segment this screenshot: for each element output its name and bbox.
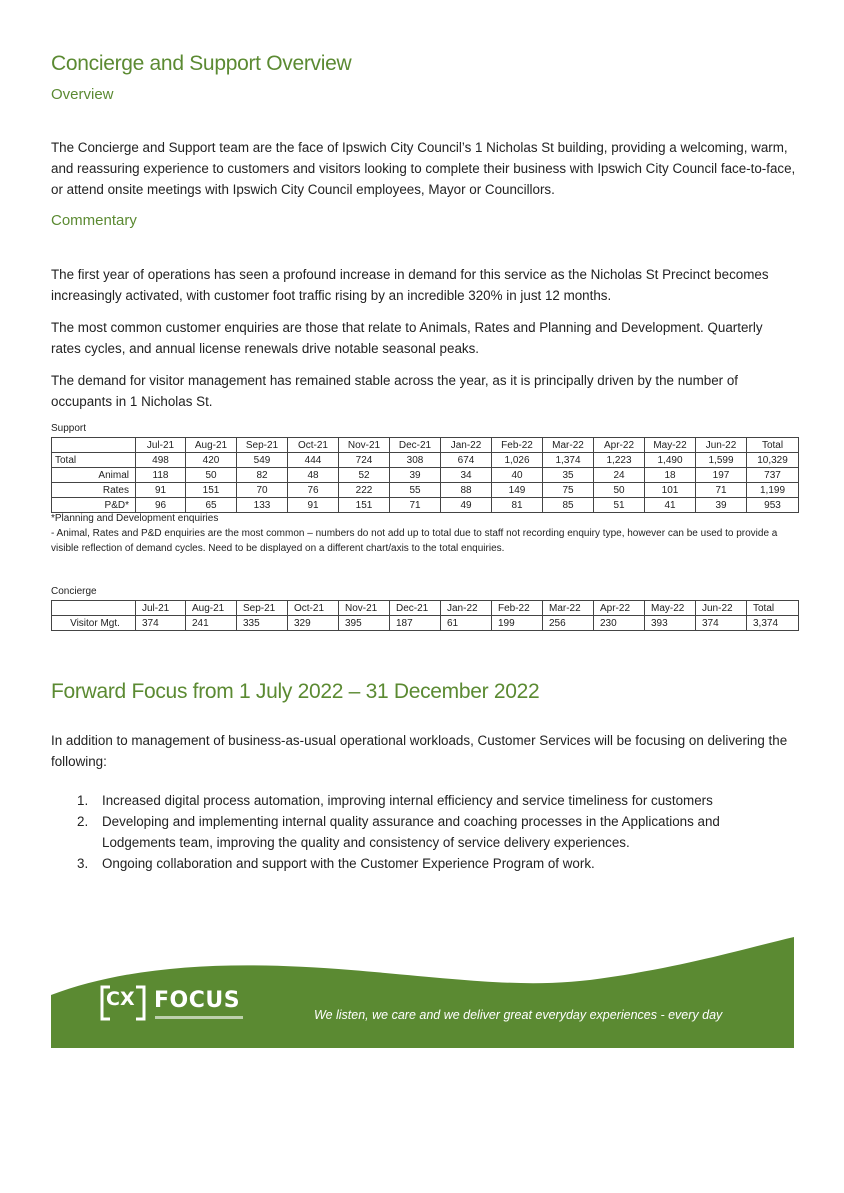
forward-focus-intro: In addition to management of business-as-usual operational workloads, Customer Services will be focusing on delivering the following: bbox=[51, 733, 788, 769]
column-header: Jan-22 bbox=[441, 601, 492, 616]
table-cell: 1,199 bbox=[747, 483, 799, 498]
commentary-paragraph-2: The most common customer enquiries are those that relate to Animals, Rates and Planning and Development. Quarterly rates cycles, and annual license renewals drive notable seasonal peaks. bbox=[51, 320, 763, 356]
table-cell: 1,490 bbox=[645, 453, 696, 468]
column-header: Oct-21 bbox=[288, 438, 339, 453]
logo-cx-text: CX bbox=[106, 988, 135, 1010]
forward-focus-list bbox=[51, 790, 796, 874]
table-row bbox=[52, 453, 799, 468]
column-header: Mar-22 bbox=[543, 601, 594, 616]
table-cell: 41 bbox=[645, 498, 696, 513]
table-cell: 308 bbox=[390, 453, 441, 468]
table-cell: 71 bbox=[390, 498, 441, 513]
overview-text: The Concierge and Support team are the face of Ipswich City Council’s 1 Nicholas St building, providing a welcoming, warm, and reassuring experience to customers and visitors looking to complete their business with Ipswich City Council face-to-face, or attend onsite meetings with Ipswich City Council employees, Mayor or Councillors. bbox=[51, 140, 796, 197]
table-cell: 393 bbox=[645, 616, 696, 631]
table-corner-cell bbox=[52, 438, 136, 453]
table-cell: 737 bbox=[747, 468, 799, 483]
table-cell: 34 bbox=[441, 468, 492, 483]
column-header: Total bbox=[747, 601, 799, 616]
table-cell: 444 bbox=[288, 453, 339, 468]
footer-tagline: We listen, we care and we deliver great everyday experiences - every day bbox=[314, 1008, 723, 1022]
support-footnote-1: *Planning and Development enquiries bbox=[51, 513, 219, 524]
table-cell: 51 bbox=[594, 498, 645, 513]
table-cell: 374 bbox=[136, 616, 186, 631]
table-cell: 50 bbox=[186, 468, 237, 483]
column-header: Dec-21 bbox=[390, 601, 441, 616]
row-label: P&D* bbox=[52, 498, 136, 513]
table-cell: 91 bbox=[288, 498, 339, 513]
table-cell: 39 bbox=[696, 498, 747, 513]
concierge-table bbox=[51, 600, 799, 631]
row-label: Total bbox=[52, 453, 136, 468]
table-row bbox=[52, 483, 799, 498]
table-cell: 335 bbox=[237, 616, 288, 631]
table-header-row bbox=[52, 601, 799, 616]
table-row bbox=[52, 616, 799, 631]
column-header: Apr-22 bbox=[594, 438, 645, 453]
column-header: Feb-22 bbox=[492, 601, 543, 616]
column-header: May-22 bbox=[645, 438, 696, 453]
cx-focus-logo bbox=[100, 985, 250, 1025]
table-cell: 91 bbox=[136, 483, 186, 498]
column-header: Total bbox=[747, 438, 799, 453]
column-header: Jun-22 bbox=[696, 438, 747, 453]
table-cell: 61 bbox=[441, 616, 492, 631]
column-header: Aug-21 bbox=[186, 601, 237, 616]
table-cell: 52 bbox=[339, 468, 390, 483]
table-cell: 3,374 bbox=[747, 616, 799, 631]
table-cell: 197 bbox=[696, 468, 747, 483]
table-cell: 10,329 bbox=[747, 453, 799, 468]
overview-heading: Overview bbox=[51, 86, 114, 103]
table-cell: 96 bbox=[136, 498, 186, 513]
table-cell: 149 bbox=[492, 483, 543, 498]
table-cell: 70 bbox=[237, 483, 288, 498]
table-cell: 82 bbox=[237, 468, 288, 483]
commentary-paragraph-1: The first year of operations has seen a profound increase in demand for this service as the Nicholas St Precinct becomes increasingly activated, with customer foot traffic rising by an incredible 320% in just 12 months. bbox=[51, 267, 769, 303]
table-cell: 674 bbox=[441, 453, 492, 468]
table-cell: 85 bbox=[543, 498, 594, 513]
table-cell: 1,374 bbox=[543, 453, 594, 468]
table-cell: 151 bbox=[339, 498, 390, 513]
concierge-table-label: Concierge bbox=[51, 586, 97, 597]
table-cell: 133 bbox=[237, 498, 288, 513]
column-header: Nov-21 bbox=[339, 601, 390, 616]
column-header: Oct-21 bbox=[288, 601, 339, 616]
table-cell: 55 bbox=[390, 483, 441, 498]
column-header: Jun-22 bbox=[696, 601, 747, 616]
table-cell: 498 bbox=[136, 453, 186, 468]
table-cell: 1,223 bbox=[594, 453, 645, 468]
column-header: Mar-22 bbox=[543, 438, 594, 453]
logo-focus-text: FOCUS bbox=[154, 988, 241, 1013]
table-cell: 40 bbox=[492, 468, 543, 483]
column-header: Jul-21 bbox=[136, 438, 186, 453]
column-header: Nov-21 bbox=[339, 438, 390, 453]
list-item: 2. Developing and implementing internal quality assurance and coaching processes in the Applications and Lodgements team, improving the quality and consistency of service delivery experiences. bbox=[77, 814, 720, 850]
column-header: Dec-21 bbox=[390, 438, 441, 453]
table-cell: 395 bbox=[339, 616, 390, 631]
column-header: Jul-21 bbox=[136, 601, 186, 616]
table-cell: 222 bbox=[339, 483, 390, 498]
table-header-row bbox=[52, 438, 799, 453]
table-cell: 256 bbox=[543, 616, 594, 631]
list-item: 1. Increased digital process automation, improving internal efficiency and service timeliness for customers bbox=[77, 793, 713, 808]
table-cell: 88 bbox=[441, 483, 492, 498]
commentary-heading: Commentary bbox=[51, 212, 137, 229]
table-cell: 118 bbox=[136, 468, 186, 483]
commentary-paragraph-3: The demand for visitor management has remained stable across the year, as it is principally driven by the number of occupants in 1 Nicholas St. bbox=[51, 373, 738, 409]
table-cell: 151 bbox=[186, 483, 237, 498]
table-row bbox=[52, 468, 799, 483]
table-corner-cell bbox=[52, 601, 136, 616]
column-header: Aug-21 bbox=[186, 438, 237, 453]
table-cell: 199 bbox=[492, 616, 543, 631]
table-cell: 81 bbox=[492, 498, 543, 513]
column-header: Sep-21 bbox=[237, 601, 288, 616]
table-cell: 329 bbox=[288, 616, 339, 631]
table-cell: 50 bbox=[594, 483, 645, 498]
support-table bbox=[51, 437, 799, 513]
table-cell: 187 bbox=[390, 616, 441, 631]
table-cell: 241 bbox=[186, 616, 237, 631]
logo-subline bbox=[155, 1016, 243, 1019]
row-label: Visitor Mgt. bbox=[52, 616, 136, 631]
list-item: 3. Ongoing collaboration and support with the Customer Experience Program of work. bbox=[77, 856, 595, 871]
row-label: Animal bbox=[52, 468, 136, 483]
table-cell: 420 bbox=[186, 453, 237, 468]
table-cell: 374 bbox=[696, 616, 747, 631]
column-header: Apr-22 bbox=[594, 601, 645, 616]
table-cell: 101 bbox=[645, 483, 696, 498]
support-footnote-2: - Animal, Rates and P&D enquiries are the most common – numbers do not add up to total due to staff not recording enquiry type, however can be used to provide a visible reflection of demand cycles. Need to be displayed on a different chart/axis to the total enquiries. bbox=[51, 528, 778, 554]
table-cell: 24 bbox=[594, 468, 645, 483]
column-header: Feb-22 bbox=[492, 438, 543, 453]
table-cell: 549 bbox=[237, 453, 288, 468]
page-title: Concierge and Support Overview bbox=[51, 52, 352, 75]
support-table-label: Support bbox=[51, 423, 87, 434]
forward-focus-heading: Forward Focus from 1 July 2022 – 31 December 2022 bbox=[51, 680, 540, 703]
table-cell: 35 bbox=[543, 468, 594, 483]
table-cell: 48 bbox=[288, 468, 339, 483]
column-header: Sep-21 bbox=[237, 438, 288, 453]
table-cell: 1,026 bbox=[492, 453, 543, 468]
row-label: Rates bbox=[52, 483, 136, 498]
table-cell: 953 bbox=[747, 498, 799, 513]
table-cell: 39 bbox=[390, 468, 441, 483]
table-cell: 724 bbox=[339, 453, 390, 468]
table-cell: 49 bbox=[441, 498, 492, 513]
table-cell: 1,599 bbox=[696, 453, 747, 468]
table-cell: 76 bbox=[288, 483, 339, 498]
table-cell: 65 bbox=[186, 498, 237, 513]
table-cell: 18 bbox=[645, 468, 696, 483]
table-cell: 75 bbox=[543, 483, 594, 498]
column-header: Jan-22 bbox=[441, 438, 492, 453]
table-cell: 230 bbox=[594, 616, 645, 631]
column-header: May-22 bbox=[645, 601, 696, 616]
table-cell: 71 bbox=[696, 483, 747, 498]
